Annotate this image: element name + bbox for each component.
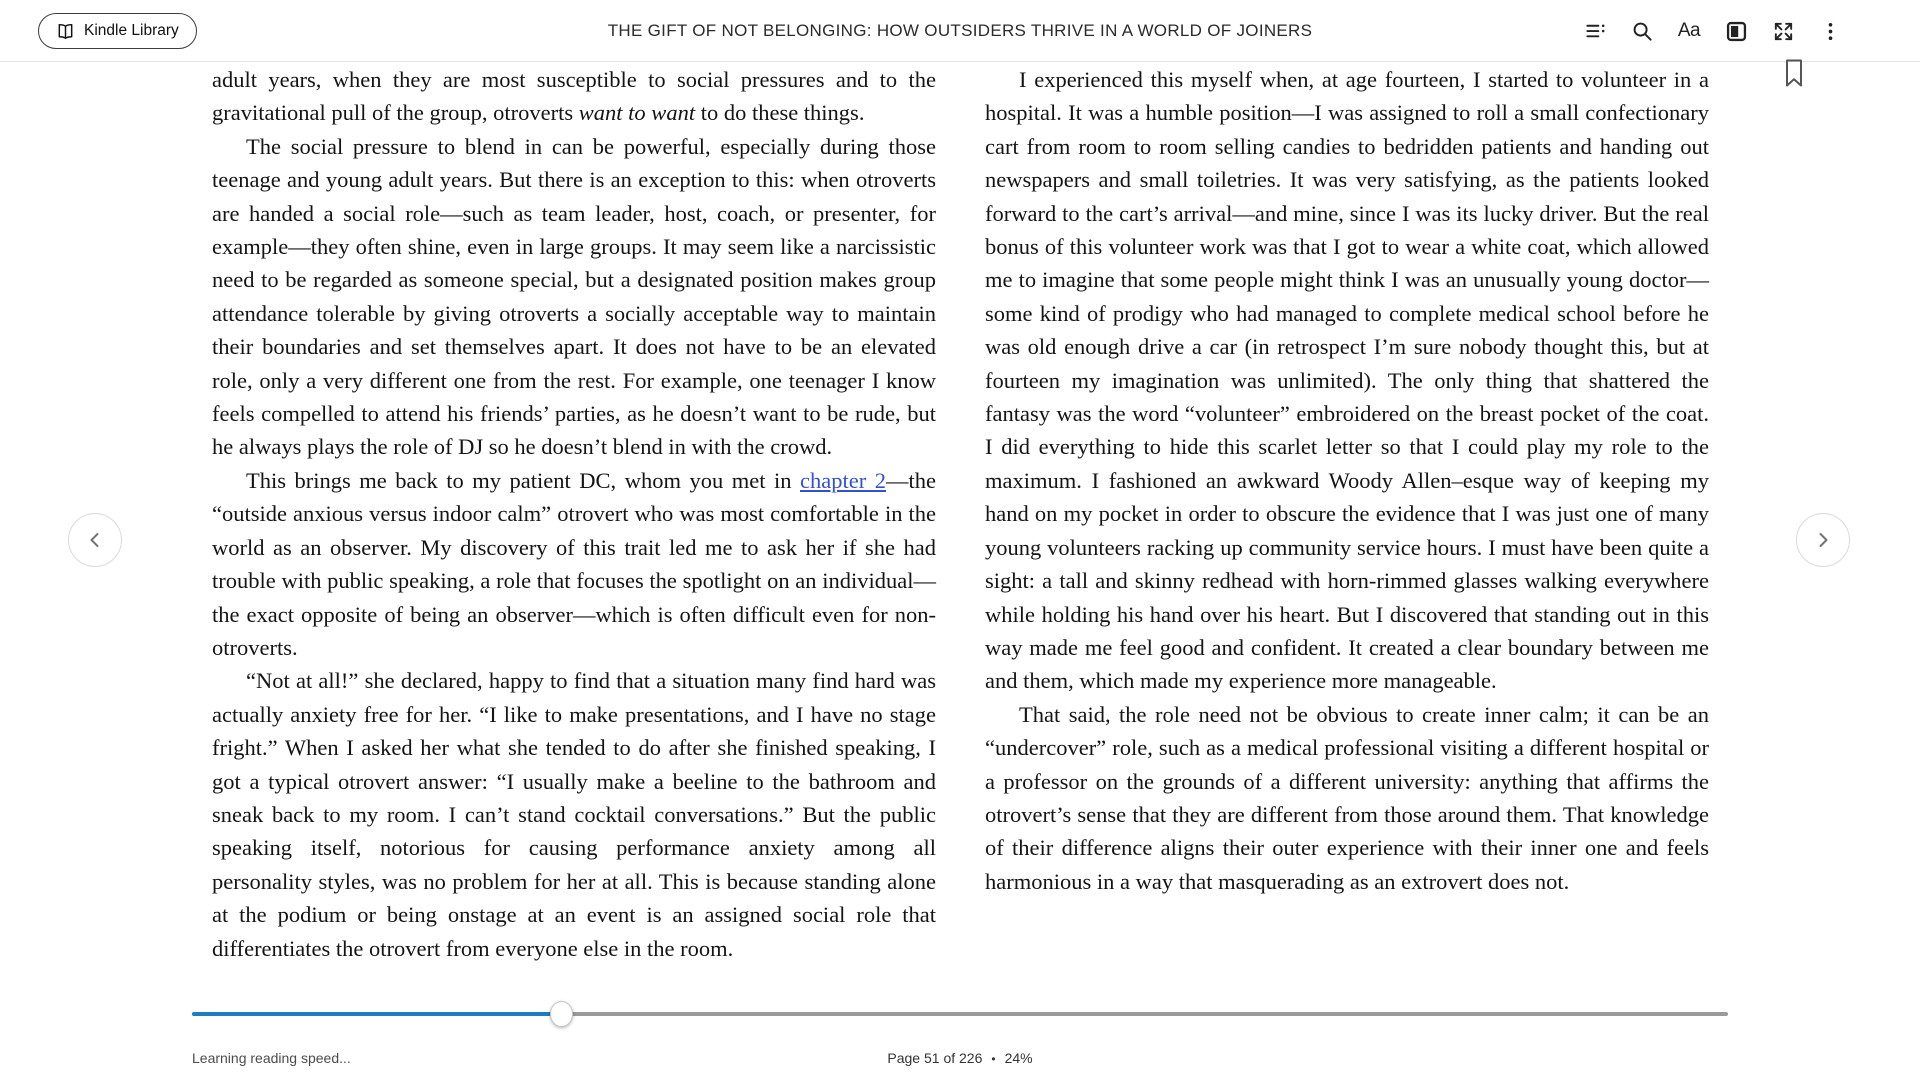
- previous-page-button[interactable]: [68, 513, 122, 567]
- font-settings-button[interactable]: [1675, 17, 1703, 45]
- right-text-column: [985, 63, 1709, 898]
- reading-speed-status: Learning reading speed...: [192, 1050, 351, 1066]
- more-options-button[interactable]: [1816, 17, 1844, 45]
- search-icon: [1631, 20, 1654, 43]
- paragraph: I experienced this myself when, at age fourteen, I started to volunteer in a hospital. It was a humble position—I was assigned to roll a small confectionary cart from room to room selling candies to bedridden patients and handing out newspapers and small toiletries. It was very satisfying, as the patients looked forward to the cart’s arrival—and mine, since I was its lucky driver. But the real bonus of this volunteer work was that I got to wear a white coat, which allowed me to imagine that some people might think I was an unusually young doctor—some kind of prodigy who had managed to complete medical school before he was old enough drive a car (in retrospect I’m sure nobody thought this, but at fourteen my imagination was unlimited). The only thing that shattered the fantasy was the word “volunteer” embroidered on the breast pocket of the coat. I did everything to hide this scarlet letter so that I could play my role to the maximum. I fashioned an awkward Woody Allen–esque way of keeping my hand on my pocket in order to obscure the evidence that I was just one of many young volunteers racking up community service hours. I must have been quite a sight: a tall and skinny redhead with horn-rimmed glasses walking everywhere while holding his hand over his heart. But I discovered that standing out in this way made me feel good and confident. It created a clear boundary between me and them, which made my experience more manageable.: [985, 67, 1709, 694]
- progress-slider[interactable]: [192, 1010, 1728, 1018]
- paragraph: This brings me back to my patient DC, whom you met in chapter 2—the “outside anxious versus indoor calm” otrovert who was most comfortable in the world as an observer. My discovery of this trait led me to ask her if she had trouble with public speaking, a role that focuses the spotlight on an individual—the exact opposite of being an observer—which is often difficult even for non-otroverts.: [212, 467, 936, 660]
- notebook-icon: [1584, 20, 1607, 43]
- page-layout-icon: [1725, 20, 1748, 43]
- page-info: [0, 1050, 1920, 1066]
- chevron-left-icon: [83, 528, 107, 552]
- left-text-column: [212, 63, 936, 965]
- kindle-library-label: Kindle Library: [84, 22, 179, 39]
- bookmark-button[interactable]: [1782, 58, 1808, 88]
- notebook-button[interactable]: [1581, 17, 1609, 45]
- paragraph: The social pressure to blend in can be powerful, especially during those teenage and young adult years. But there is an exception to this: when otroverts are handed a social role—such as team leader, host, coach, or presenter, for example—they often shine, even in large groups. It may seem like a narcissistic need to be regarded as someone special, but a designated position makes group attendance tolerable by giving otroverts a socially acceptable way to maintain their boundaries and set themselves apart. It does not have to be an elevated role, only a very different one from the rest. For example, one teenager I know feels compelled to attend his friends’ parties, as he doesn’t want to be rude, but he always plays the role of DJ so he doesn’t blend in with the crowd.: [212, 133, 936, 460]
- bookmark-icon: [1782, 59, 1808, 88]
- percent-label: 24%: [1004, 1050, 1033, 1066]
- chapter-2-link[interactable]: chapter 2: [800, 467, 886, 493]
- progress-fill: [192, 1012, 561, 1016]
- separator-dot: •: [991, 1052, 996, 1066]
- toolbar: [1581, 0, 1844, 62]
- fullscreen-button[interactable]: [1769, 17, 1797, 45]
- book-title: THE GIFT OF NOT BELONGING: HOW OUTSIDERS THRIVE IN A WORLD OF JOINERS: [607, 21, 1313, 40]
- header-bar: [0, 0, 1920, 62]
- page-number-label: Page 51 of 226: [887, 1050, 983, 1066]
- font-settings-icon: Aa: [1677, 20, 1701, 41]
- paragraph: That said, the role need not be obvious to create inner calm; it can be an “undercover” role, such as a medical professional visiting a different hospital or a professor on the grounds of a different university: anything that affirms the otrovert’s sense that they are different from those around them. That knowledge of their difference aligns their outer experience with their inner one and feels harmonious in a way that masquerading as an extrovert does not.: [985, 701, 1709, 894]
- paragraph: adult years, when they are most susceptible to social pressures and to the gravitational pull of the group, otroverts want to want to do these things.: [212, 67, 936, 126]
- search-button[interactable]: [1628, 17, 1656, 45]
- progress-thumb[interactable]: [550, 1001, 573, 1027]
- more-options-icon: [1819, 20, 1842, 43]
- fullscreen-icon: [1772, 20, 1795, 43]
- chevron-right-icon: [1811, 528, 1835, 552]
- next-page-button[interactable]: [1796, 513, 1850, 567]
- italic-phrase: want to want: [578, 100, 696, 126]
- page-layout-button[interactable]: [1722, 17, 1750, 45]
- paragraph: “Not at all!” she declared, happy to find that a situation many find hard was actually anxiety free for her. “I like to make presentations, and I have no stage fright.” When I asked her what she tended to do after she finished speaking, I got a typical otrovert answer: “I usually make a beeline to the bathroom and sneak back to my room. I can’t stand cocktail conversations.” But the public speaking itself, notorious for causing performance anxiety among all personality styles, was no problem for her at all. This is because standing alone at the podium or being onstage at an event is an assigned social role that differentiates the otrovert from everyone else in the room.: [212, 668, 936, 961]
